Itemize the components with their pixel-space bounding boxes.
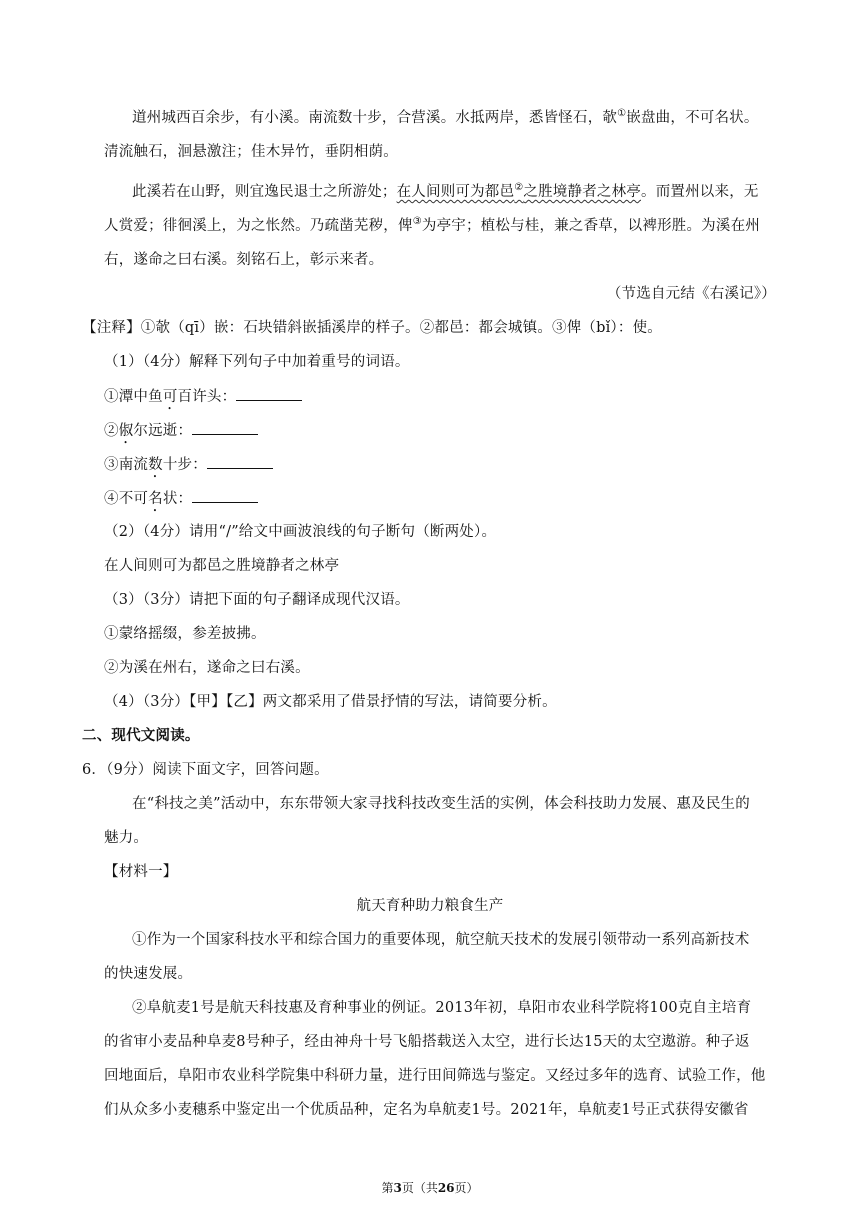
section-heading: 二、现代文阅读。 [82, 727, 200, 744]
question-2-sentence: 在人间则可为都邑之胜境静者之林亭 [104, 558, 340, 574]
passage-source: （节选自元结《右溪记》） [606, 286, 776, 302]
passage-line: 人赏爱；徘徊溪上，为之怅然。乃疏凿芜秽，俾③为亭宇；植松与桂，兼之香草，以裨形胜。为溪在州 [104, 216, 760, 234]
intro-line: 魅力。 [104, 830, 149, 846]
passage-line: 右，遂命之曰右溪。刻铭石上，彰示来者。 [104, 252, 384, 268]
footnote-marker: ① [617, 108, 627, 120]
wavy-underlined-sentence: 在人间则可为都邑②之胜境静者之林亭 [396, 182, 641, 200]
material-line: 的省审小麦品种阜麦8号种子，经由神舟十号飞船搭载送入太空，进行长达15天的太空遨游。种子返 [104, 1034, 750, 1050]
footnote-marker: ③ [412, 216, 422, 228]
question-3-title: （3）（3分）请把下面的句子翻译成现代汉语。 [104, 592, 410, 608]
answer-blank[interactable] [192, 420, 258, 435]
intro-line: 在“科技之美”活动中，东东带领大家寻找科技改变生活的实例，体会科技助力发展、惠及民生的 [132, 796, 750, 812]
answer-blank[interactable] [236, 386, 302, 401]
answer-blank[interactable] [207, 454, 273, 469]
emphasized-word: 可 [162, 389, 178, 405]
page-footer: 第3页（共26页） [381, 1181, 479, 1195]
material-line: ②阜航麦1号是航天科技惠及育种事业的例证。2013年初，阜阳市农业科学院将100克自主培育 [132, 1000, 752, 1016]
question-1-item: ③南流数十步： [104, 454, 273, 481]
question-1-title: （1）（4分）解释下列句子中加着重号的词语。 [104, 354, 410, 370]
question-6-title: 6．（9分）阅读下面文字，回答问题。 [82, 762, 329, 778]
emphasized-word: 名 [148, 491, 163, 507]
page-number: 3 [393, 1181, 402, 1195]
passage-line: 此溪若在山野，则宜逸民退士之所游处；在人间则可为都邑②之胜境静者之林亭。而置州以来，无 [132, 182, 759, 200]
question-3-item: ①蒙络摇缀，参差披拂。 [104, 626, 266, 642]
passage-line: 道州城西百余步，有小溪。南流数十步，合营溪。水抵两岸，悉皆怪石，欹①嵌盘曲，不可名状。 [132, 108, 759, 126]
emphasized-word: 俶 [118, 423, 134, 439]
question-1-item: ②俶尔远逝： [104, 420, 258, 447]
question-2-title: （2）（4分）请用“/”给文中画波浪线的句子断句（断两处）。 [104, 524, 497, 540]
footnote-marker: ② [514, 182, 524, 194]
passage-line: 清流触石，洄悬激注；佳木异竹，垂阴相荫。 [104, 144, 398, 160]
material-line: 的快速发展。 [104, 966, 193, 982]
question-3-item: ②为溪在州右，遂命之曰右溪。 [104, 660, 310, 676]
annotations-note: 【注释】①欹（qī）嵌：石块错斜嵌插溪岸的样子。②都邑：都会城镇。③俾（bǐ）：使。 [82, 320, 662, 336]
question-4-title: （4）（3分）【甲】【乙】两文都采用了借景抒情的写法，请简要分析。 [104, 694, 557, 710]
page-total: 26 [437, 1181, 455, 1195]
material-line: 们从众多小麦穗系中鉴定出一个优质品种，定名为阜航麦1号。2021年，阜航麦1号正式获得安徽省 [104, 1102, 749, 1118]
question-1-item: ①潭中鱼可百许头： [104, 386, 302, 413]
material-label: 【材料一】 [104, 864, 178, 880]
answer-blank[interactable] [192, 488, 258, 503]
material-line: 回地面后，阜阳市农业科学院集中科研力量，进行田间筛选与鉴定。又经过多年的选育、试验工作，他 [104, 1068, 766, 1084]
material-line: ①作为一个国家科技水平和综合国力的重要体现，航空航天技术的发展引领带动一系列高新技术 [132, 932, 750, 948]
material-heading: 航天育种助力粮食生产 [356, 898, 504, 914]
emphasized-word: 数 [148, 457, 163, 473]
question-1-item: ④不可名状： [104, 488, 258, 515]
